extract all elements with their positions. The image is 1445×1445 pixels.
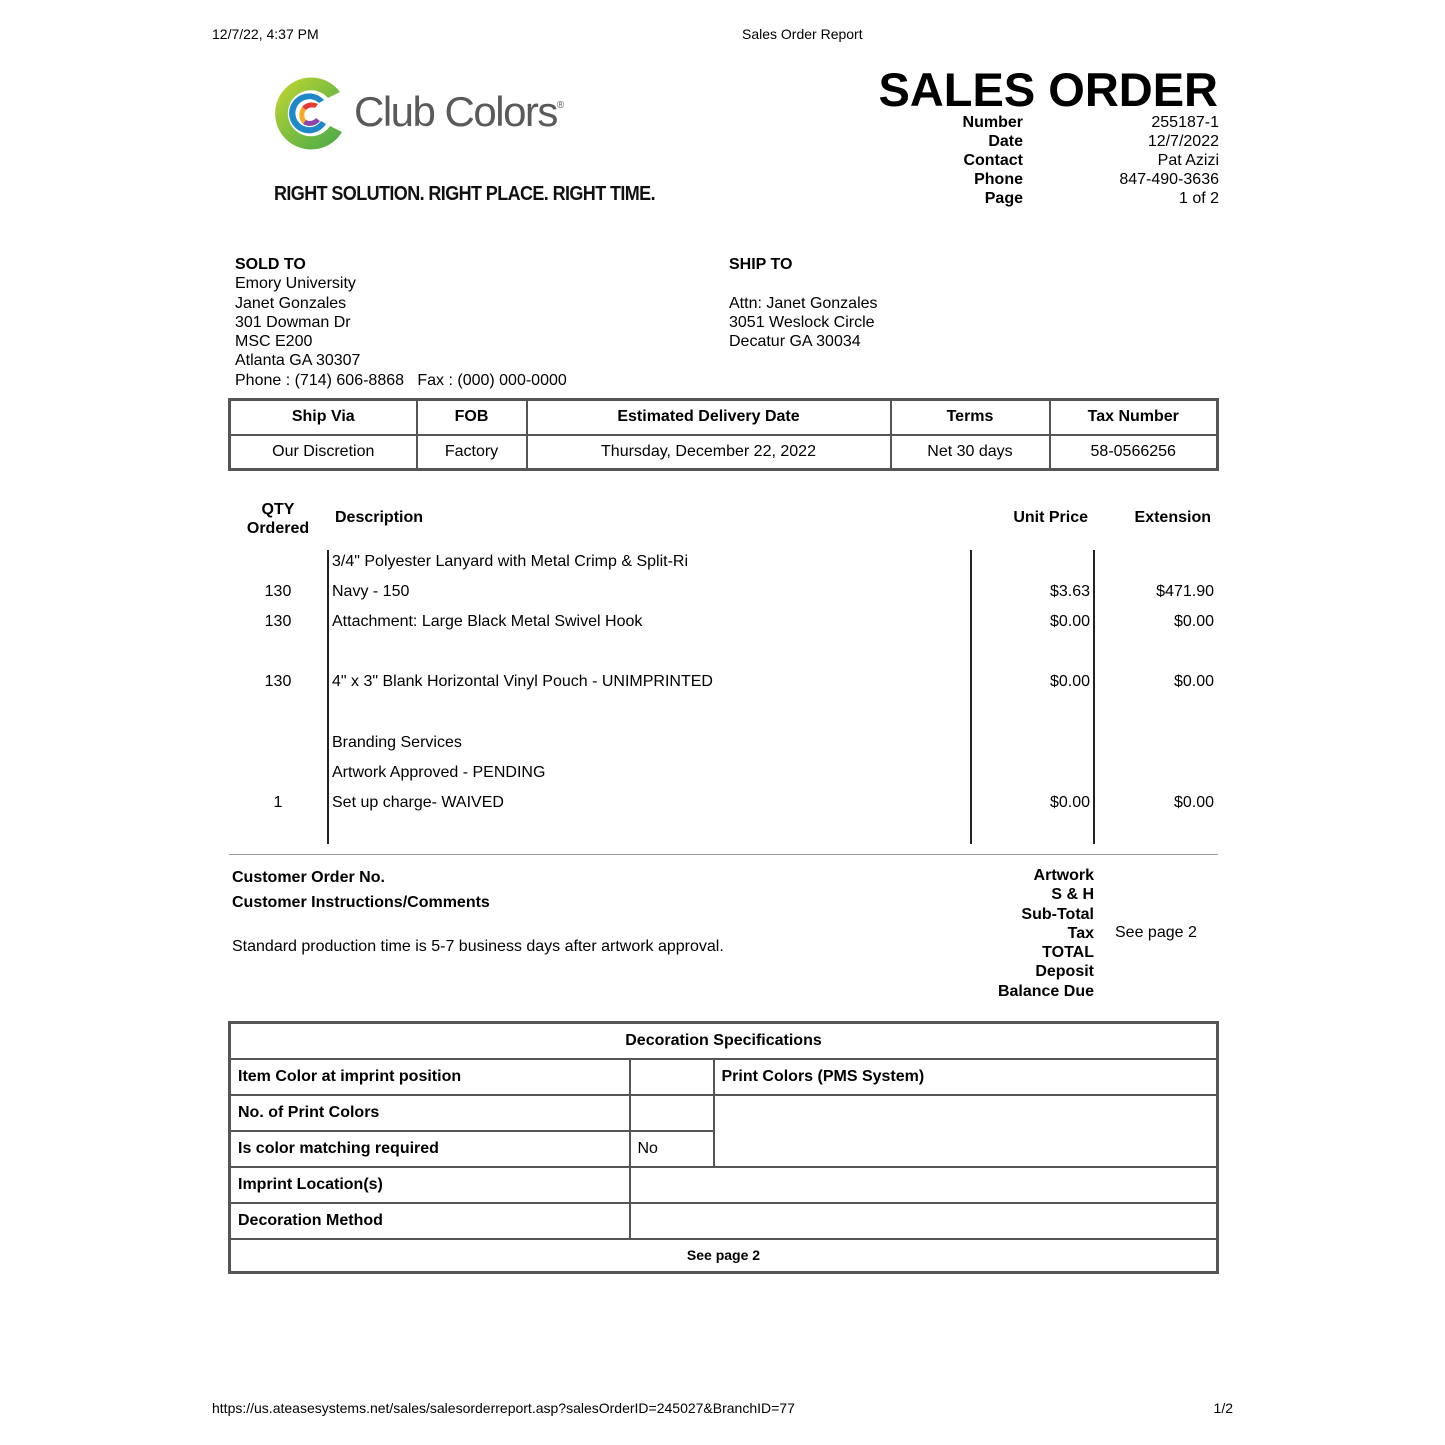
club-colors-logo-icon [272,74,350,152]
item-qty: 1 [273,794,283,811]
item-unit-price: $0.00 [1049,794,1090,811]
fob-value: Factory [417,435,527,470]
item-extension: $0.00 [1173,673,1214,690]
meta-number: Number 255187-1 [962,114,1219,131]
ship-to-line: Decatur GA 30034 [729,333,861,351]
imprint-location-value [630,1167,1218,1203]
ship-to-block [729,255,878,351]
item-color-label: Item Color at imprint position [230,1059,630,1095]
item-color-value [630,1059,714,1095]
tax-number-header: Tax Number [1050,400,1218,435]
unit-price-header: Unit Price [1013,509,1088,526]
extension-header: Extension [1134,509,1211,526]
description-header: Description [335,509,424,526]
item-description: Attachment: Large Black Metal Swivel Hook [332,613,643,630]
document-title: SALES ORDER [878,63,1218,116]
num-print-colors-value [630,1095,714,1131]
ship-to-line [729,274,878,293]
meta-phone: Phone 847-490-3636 [974,171,1219,188]
delivery-date-value: Thursday, December 22, 2022 [527,435,891,470]
decoration-title: Decoration Specifications [230,1023,1218,1059]
item-qty: 130 [264,673,292,690]
subtotal-label: Sub-Total [1021,905,1094,923]
color-matching-value: No [630,1131,714,1167]
item-description: Navy - 150 [332,583,410,600]
artwork-label: Artwork [1033,867,1094,884]
logo-wordmark: Club Colors® [354,88,565,135]
totals-labels [998,866,1094,1001]
meta-page: Page 1 of 2 [984,190,1219,207]
sold-to-line: MSC E200 [235,333,313,351]
sold-to-heading: SOLD TO [235,256,306,273]
decoration-footer-note: See page 2 [230,1239,1218,1273]
column-divider [1093,550,1095,844]
item-description: Set up charge- WAIVED [332,794,504,811]
item-extension: $0.00 [1173,613,1214,630]
ship-to-line: 3051 Weslock Circle [729,313,875,331]
num-print-colors-label: No. of Print Colors [230,1095,630,1131]
print-colors-value [714,1095,1218,1167]
print-page-count: 1/2 [1213,1400,1233,1416]
sold-to-line: Emory University [235,275,356,293]
sold-to-phone-fax: Phone : (714) 606-8868 Fax : (000) 000-0000 [235,371,567,389]
column-divider [327,550,329,844]
print-timestamp: 12/7/22, 4:37 PM [212,26,319,42]
shipping-table [228,398,1219,471]
fob-header: FOB [417,400,527,435]
customer-comment: Standard production time is 5-7 business days after artwork approval. [232,938,724,955]
sold-to-line: 301 Dowman Dr [235,313,351,331]
decoration-specifications-table [228,1021,1219,1274]
item-extension: $471.90 [1156,583,1214,600]
deposit-label: Deposit [1035,963,1094,981]
ship-via-value: Our Discretion [230,435,417,470]
totals-see-page-note: See page 2 [1115,924,1197,941]
terms-header: Terms [891,400,1050,435]
item-unit-price: $0.00 [1049,673,1090,690]
item-description: 4" x 3" Blank Horizontal Vinyl Pouch - UNIMPRINTED [332,673,713,690]
tax-label: Tax [1067,924,1094,942]
decoration-method-label: Decoration Method [230,1203,630,1239]
sold-to-line: Janet Gonzales [235,294,347,312]
section-divider [229,854,1218,855]
item-unit-price: $3.63 [1049,583,1090,600]
logo-tagline: RIGHT SOLUTION. RIGHT PLACE. RIGHT TIME. [274,182,655,205]
customer-instructions-label: Customer Instructions/Comments [232,894,490,911]
color-matching-label: Is color matching required [230,1131,630,1167]
meta-contact: Contact Pat Azizi [963,152,1219,169]
shipping-handling-label: S & H [1051,886,1094,904]
meta-date: Date 12/7/2022 [988,133,1219,150]
customer-order-no-label: Customer Order No. [232,869,385,886]
balance-due-label: Balance Due [997,982,1094,1000]
ship-to-heading: SHIP TO [729,256,793,273]
sold-to-block [235,255,567,390]
item-description: Artwork Approved - PENDING [332,764,546,781]
terms-value: Net 30 days [891,435,1050,470]
item-extension: $0.00 [1173,794,1214,811]
column-divider [970,550,972,844]
print-url: https://us.ateasesystems.net/sales/salesorderreport.asp?salesOrderID=245027&BranchID=77 [212,1400,795,1416]
item-qty: 130 [264,613,292,630]
ship-to-line: Attn: Janet Gonzales [729,294,878,312]
ship-via-header: Ship Via [230,400,417,435]
sold-to-line: Atlanta GA 30307 [235,352,361,370]
item-unit-price: $0.00 [1049,613,1090,630]
item-description: Branding Services [332,734,462,751]
tax-number-value: 58-0566256 [1050,435,1218,470]
item-qty: 130 [264,583,292,600]
imprint-location-label: Imprint Location(s) [230,1167,630,1203]
decoration-method-value [630,1203,1218,1239]
print-page-title: Sales Order Report [742,26,863,42]
delivery-date-header: Estimated Delivery Date [527,400,891,435]
print-colors-label: Print Colors (PMS System) [714,1059,1218,1095]
qty-header: QTY Ordered [246,501,310,537]
total-label: TOTAL [1042,944,1094,962]
item-description: 3/4" Polyester Lanyard with Metal Crimp & Split-Ri [332,553,689,570]
